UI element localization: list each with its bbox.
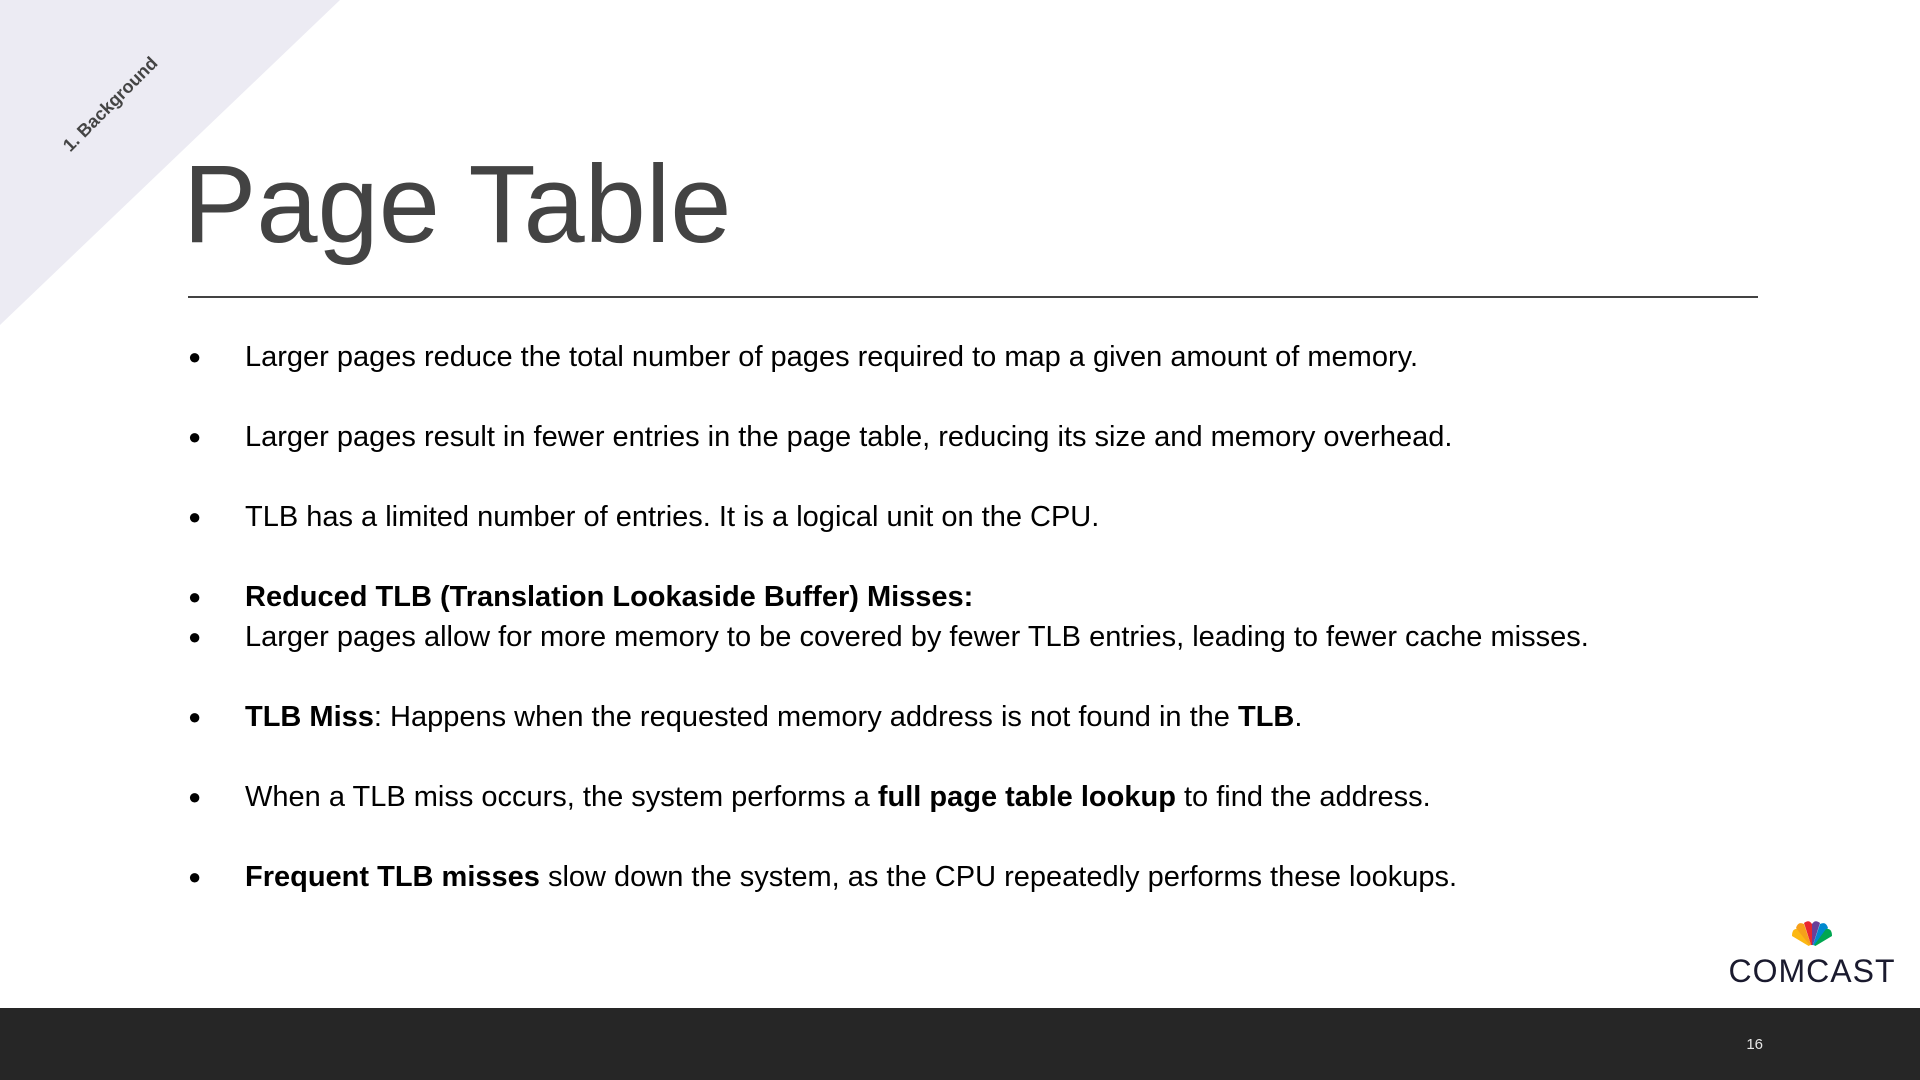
- bullet-list: [188, 337, 1768, 897]
- bullet-heading: Reduced TLB (Translation Lookaside Buffer) Misses:: [245, 581, 974, 613]
- section-tag: 1. Background: [58, 52, 162, 156]
- bullet-text: slow down the system, as the CPU repeatedly performs these lookups.: [539, 861, 1458, 893]
- bullet-item: [188, 577, 1768, 617]
- bullet-item: [188, 617, 1768, 657]
- footer-bar: [0, 1008, 1920, 1080]
- bullet-term: TLB Miss: [245, 701, 374, 733]
- bullet-item: [188, 337, 1768, 377]
- bullet-item: [188, 857, 1768, 897]
- comcast-logo: [1724, 920, 1900, 989]
- logo-wordmark: COMCAST: [1728, 953, 1896, 989]
- page-title: Page Table: [183, 143, 732, 266]
- bullet-text: .: [1294, 701, 1303, 733]
- bullet-item: [188, 497, 1768, 537]
- bullet-text: TLB has a limited number of entries. It is a logical unit on the CPU.: [245, 501, 1100, 533]
- bullet-text: Larger pages allow for more memory to be covered by fewer TLB entries, leading to fewer cache misses.: [245, 621, 1589, 653]
- bullet-term: Frequent TLB misses: [245, 861, 540, 893]
- bullet-text: Larger pages result in fewer entries in the page table, reducing its size and memory overhead.: [245, 421, 1453, 453]
- bullet-text: : Happens when the requested memory address is not found in the: [373, 701, 1238, 733]
- nbc-peacock-icon: [1790, 920, 1834, 950]
- bullet-text: to find the address.: [1175, 781, 1431, 813]
- bullet-item: [188, 417, 1768, 457]
- page-number: 16: [1746, 1036, 1763, 1053]
- title-divider: [188, 296, 1758, 298]
- bullet-item: [188, 697, 1768, 737]
- bullet-text: When a TLB miss occurs, the system performs a: [245, 781, 878, 813]
- bullet-term: TLB: [1237, 701, 1295, 733]
- bullet-item: [188, 777, 1768, 817]
- bullet-text: Larger pages reduce the total number of pages required to map a given amount of memory.: [245, 341, 1419, 373]
- bullet-term: full page table lookup: [877, 781, 1176, 813]
